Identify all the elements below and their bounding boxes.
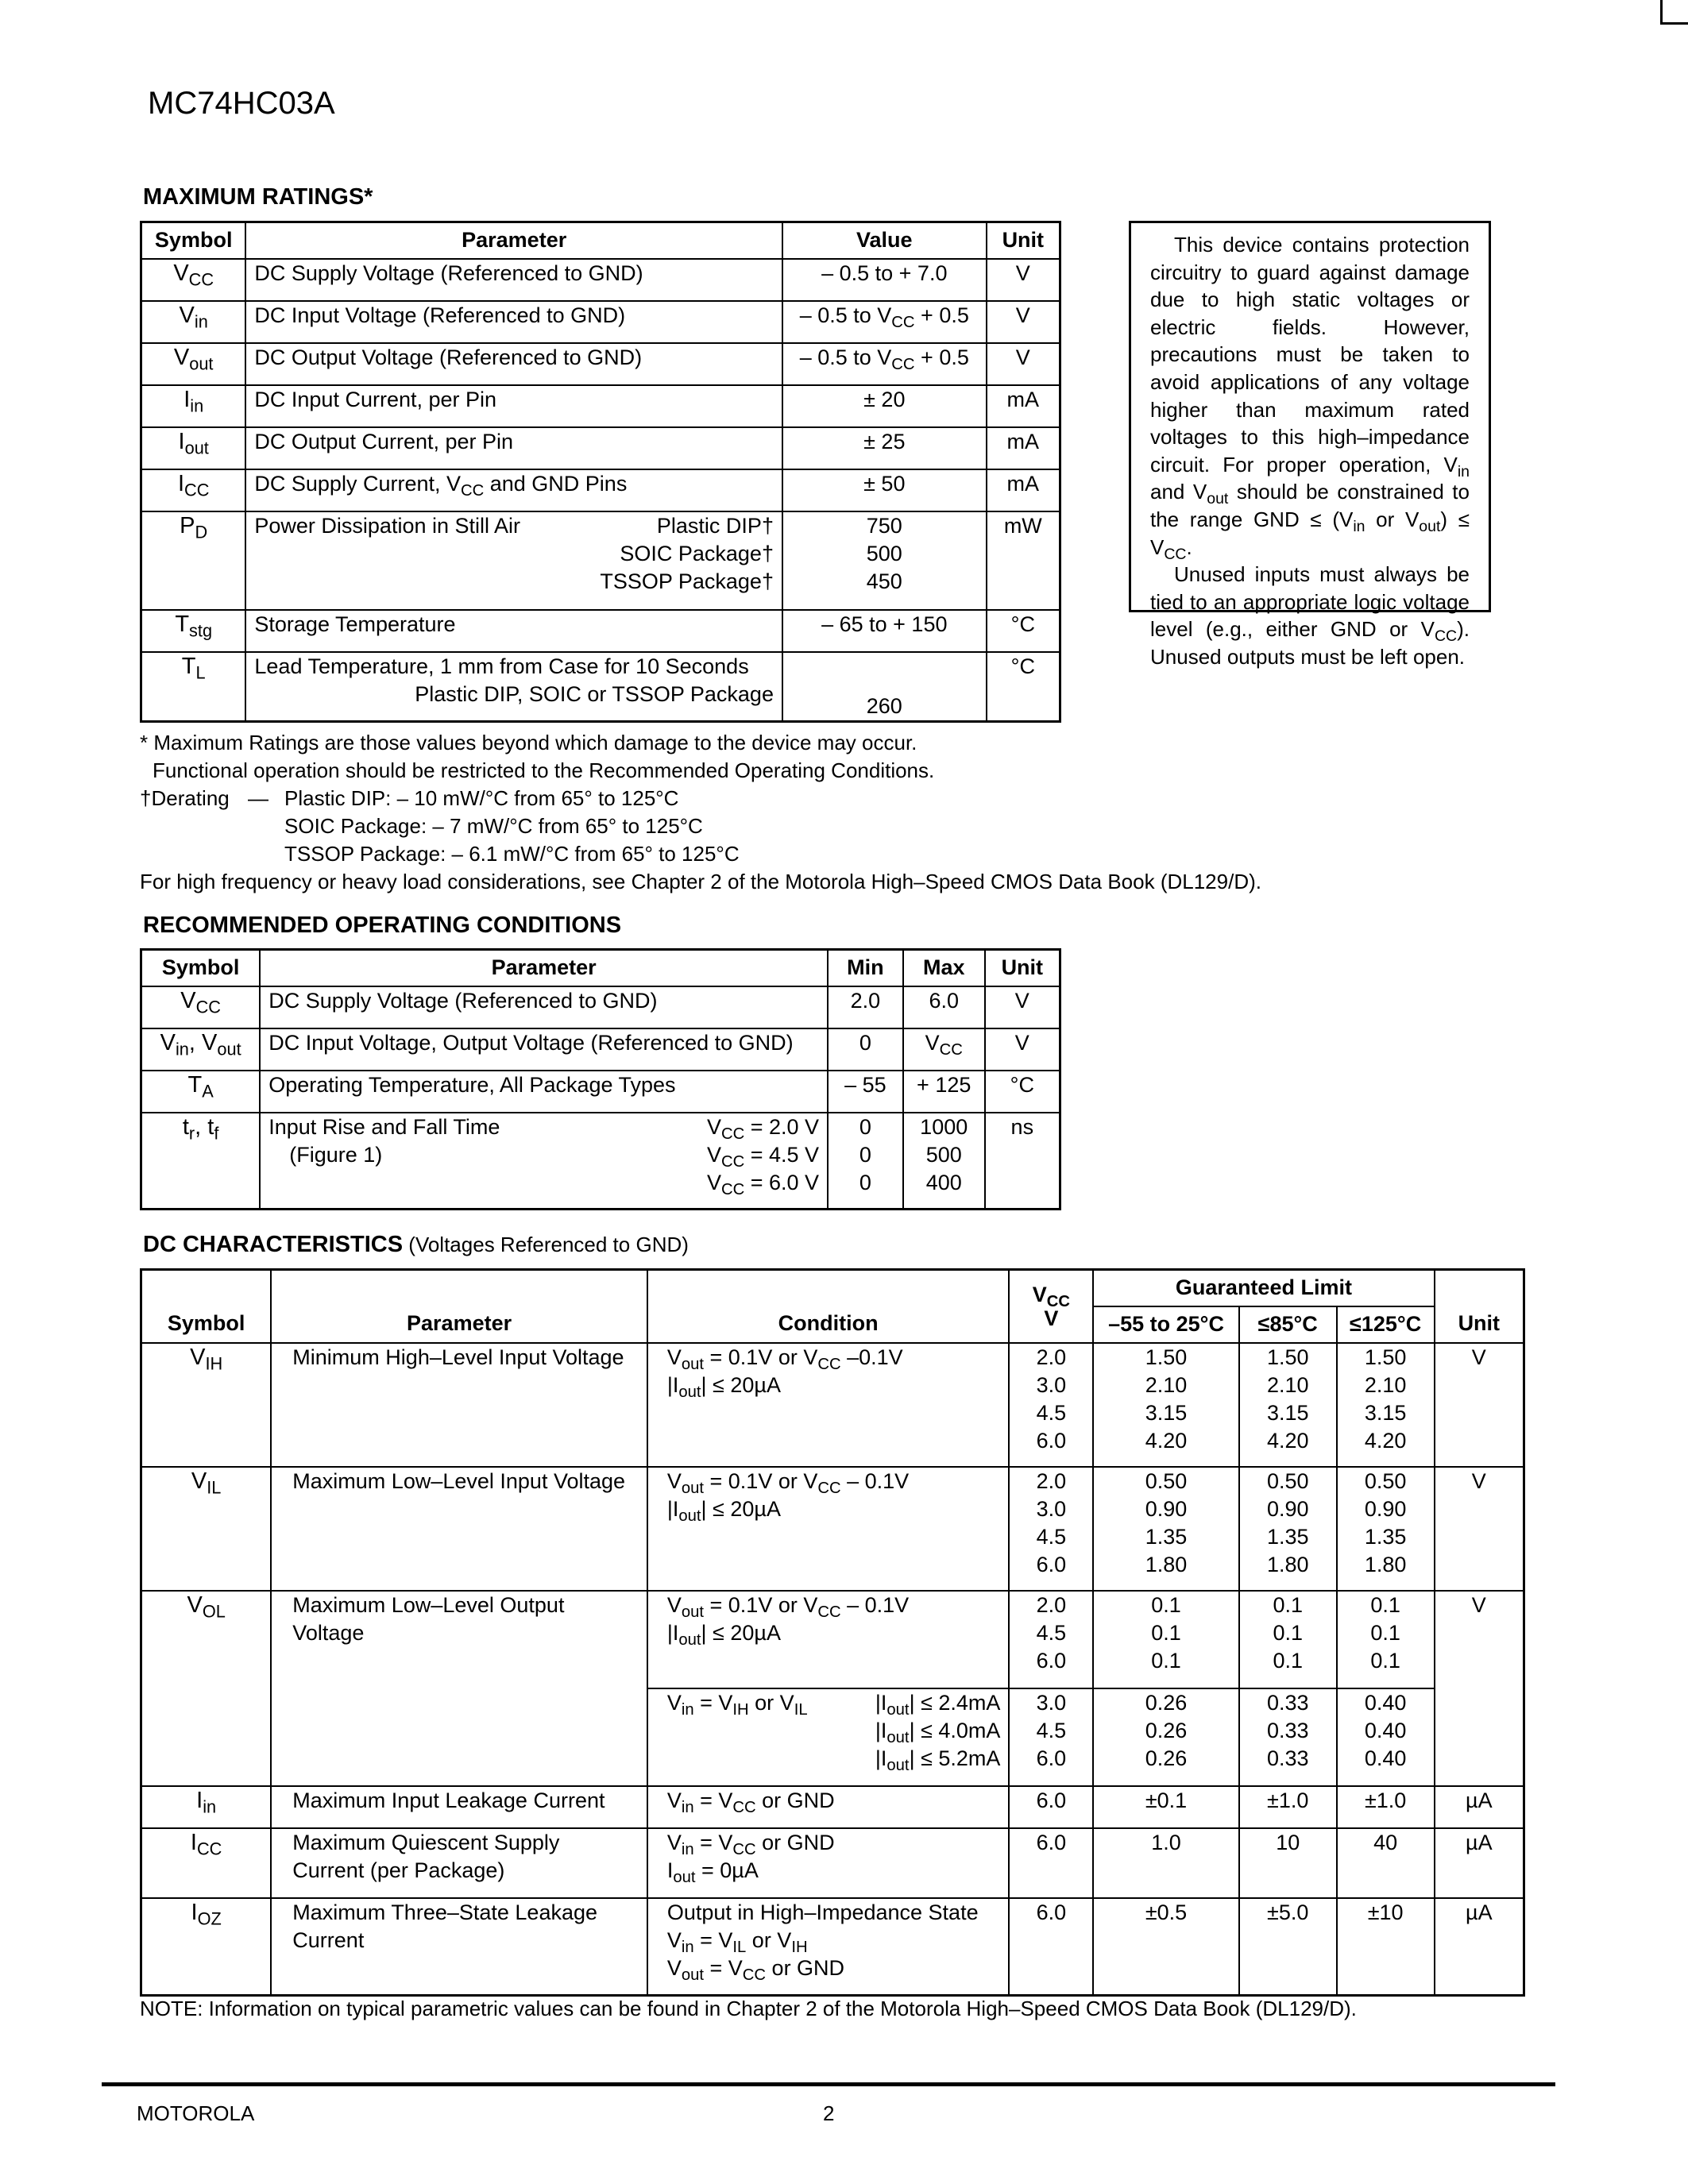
value-cell: 260 bbox=[782, 652, 987, 722]
col-header-vcc: $V_{CC}$ V bbox=[1009, 1270, 1093, 1343]
unit-cell: °C bbox=[987, 652, 1060, 722]
symbol-cell: $t_r$, $t_f$ bbox=[141, 1113, 261, 1210]
derating-line: Plastic DIP: – 10 mW/°C from 65° to 125°C bbox=[284, 786, 679, 810]
unit-cell: V bbox=[1435, 1467, 1524, 1591]
limit-25-cell: 1.0 bbox=[1093, 1828, 1239, 1898]
parameter-cell: DC Input Voltage, Output Voltage (Referenced to GND) bbox=[260, 1028, 828, 1071]
limit-125-cell: 40 bbox=[1337, 1828, 1435, 1898]
max-cell: 1000 500 400 bbox=[903, 1113, 985, 1210]
col-header-temp-125: ≤125°C bbox=[1337, 1306, 1435, 1343]
parameter-cell: DC Input Voltage (Referenced to GND) bbox=[245, 301, 782, 343]
symbol-cell: $T_A$ bbox=[141, 1071, 261, 1113]
derating-dash: — bbox=[248, 786, 268, 810]
rec-op-table bbox=[140, 948, 1061, 1210]
condition-cell: $V_{in} = V_{IH}$ or $V_{IL}$ $|I_{out}| \le 2.4mA$ $|I_{out}| \le 4.0mA$ $|I_{out}| \le 5.2mA$ bbox=[647, 1688, 1010, 1786]
symbol-cell: $I_{out}$ bbox=[141, 427, 246, 469]
unit-cell: µA bbox=[1435, 1898, 1524, 1996]
limit-125-cell: ±10 bbox=[1337, 1898, 1435, 1996]
limit-85-cell: ±5.0 bbox=[1239, 1898, 1337, 1996]
table-row bbox=[141, 610, 1060, 652]
symbol-cell: $I_{in}$ bbox=[141, 1786, 272, 1828]
table-row bbox=[141, 1591, 1524, 1688]
col-header-parameter: Parameter bbox=[260, 950, 828, 986]
parameter-cell: DC Supply Voltage (Referenced to GND) bbox=[245, 259, 782, 301]
rec-op-title: RECOMMENDED OPERATING CONDITIONS bbox=[143, 913, 622, 938]
parameter-cell: DC Supply Current, $V_{CC}$ and GND Pins bbox=[245, 469, 782, 511]
derating-line: SOIC Package: – 7 mW/°C from 65° to 125°C bbox=[284, 814, 703, 838]
symbol-cell: $V_{OL}$ bbox=[141, 1591, 272, 1786]
symbol-cell: $I_{CC}$ bbox=[141, 469, 246, 511]
limit-85-cell: 0.1 0.1 0.1 bbox=[1239, 1591, 1337, 1688]
value-cell: ± 20 bbox=[782, 385, 987, 427]
condition-cell: Output in High–Impedance State $V_{in} = V_{IL}$ or $V_{IH}$ $V_{out} = V_{CC}$ or GND bbox=[647, 1898, 1010, 1996]
limit-85-cell: 0.50 0.90 1.35 1.80 bbox=[1239, 1467, 1337, 1591]
unit-cell: mW bbox=[987, 511, 1060, 610]
corner-mark-base bbox=[1660, 22, 1688, 25]
dc-note: NOTE: Information on typical parametric values can be found in Chapter 2 of the Motorola High–Speed CMOS Data Book (DL129/D). bbox=[140, 1997, 1357, 2020]
parameter-cell: Maximum Quiescent Supply Current (per Package) bbox=[271, 1828, 647, 1898]
col-header-symbol: Symbol bbox=[141, 950, 261, 986]
parameter-cell: Maximum Input Leakage Current bbox=[271, 1786, 647, 1828]
corner-mark bbox=[1660, 0, 1663, 24]
unit-cell: mA bbox=[987, 427, 1060, 469]
col-header-max: Max bbox=[903, 950, 985, 986]
limit-125-cell: ±1.0 bbox=[1337, 1786, 1435, 1828]
min-cell: – 55 bbox=[828, 1071, 903, 1113]
min-cell: 2.0 bbox=[828, 986, 903, 1028]
symbol-cell: $V_{out}$ bbox=[141, 343, 246, 385]
table-row bbox=[141, 1343, 1524, 1467]
limit-125-cell: 1.50 2.10 3.15 4.20 bbox=[1337, 1343, 1435, 1467]
table-row bbox=[141, 1467, 1524, 1591]
symbol-cell: $V_{in}$ bbox=[141, 301, 246, 343]
unit-cell: µA bbox=[1435, 1786, 1524, 1828]
parameter-cell: Lead Temperature, 1 mm from Case for 10 Seconds Plastic DIP, SOIC or TSSOP Package bbox=[245, 652, 782, 722]
symbol-cell: $I_{in}$ bbox=[141, 385, 246, 427]
limit-125-cell: 0.1 0.1 0.1 bbox=[1337, 1591, 1435, 1688]
condition-cell: $V_{out} = 0.1V$ or $V_{CC} - 0.1V$ $|I_{out}| \le 20\mu A$ bbox=[647, 1591, 1010, 1688]
symbol-cell: $I_{CC}$ bbox=[141, 1828, 272, 1898]
condition-cell: $V_{out} = 0.1V$ or $V_{CC} - 0.1V$ $|I_{out}| \le 20\mu A$ bbox=[647, 1467, 1010, 1591]
unit-cell: ns bbox=[985, 1113, 1060, 1210]
symbol-cell: $V_{in}$, $V_{out}$ bbox=[141, 1028, 261, 1071]
col-header-parameter: Parameter bbox=[245, 222, 782, 259]
col-header-unit: Unit bbox=[1435, 1270, 1524, 1343]
vcc-cell: 2.0 4.5 6.0 bbox=[1009, 1591, 1093, 1688]
table-row bbox=[141, 652, 1060, 722]
unit-cell: V bbox=[985, 986, 1060, 1028]
table-row bbox=[141, 1028, 1060, 1071]
symbol-cell: $I_{OZ}$ bbox=[141, 1898, 272, 1996]
vcc-cell: 6.0 bbox=[1009, 1786, 1093, 1828]
min-cell: 0 bbox=[828, 1028, 903, 1071]
part-number-header: MC74HC03A bbox=[148, 86, 335, 121]
high-frequency-note: For high frequency or heavy load considerations, see Chapter 2 of the Motorola High–Speed CMOS Data Book (DL129/D). bbox=[140, 870, 1261, 893]
parameter-cell: Power Dissipation in Still Air Plastic DIP† SOIC Package† TSSOP Package† bbox=[245, 511, 782, 610]
symbol-cell: $V_{IL}$ bbox=[141, 1467, 272, 1591]
col-header-parameter: Parameter bbox=[271, 1270, 647, 1343]
table-row bbox=[141, 1113, 1060, 1210]
table-row bbox=[141, 511, 1060, 610]
symbol-cell: $T_L$ bbox=[141, 652, 246, 722]
symbol-cell: $V_{IH}$ bbox=[141, 1343, 272, 1467]
vcc-cell: 2.0 3.0 4.5 6.0 bbox=[1009, 1343, 1093, 1467]
footnote-functional: Functional operation should be restricted to the Recommended Operating Conditions. bbox=[153, 758, 935, 782]
symbol-cell: $V_{CC}$ bbox=[141, 986, 261, 1028]
table-row bbox=[141, 1071, 1060, 1113]
table-row bbox=[141, 301, 1060, 343]
vcc-cell: 6.0 bbox=[1009, 1828, 1093, 1898]
value-cell: – 0.5 to $V_{CC} + 0.5$ bbox=[782, 343, 987, 385]
table-row bbox=[141, 385, 1060, 427]
footer-rule bbox=[102, 2082, 1555, 2086]
vcc-cell: 6.0 bbox=[1009, 1898, 1093, 1996]
footer-page-number: 2 bbox=[823, 2101, 835, 2125]
max-ratings-title: MAXIMUM RATINGS* bbox=[143, 184, 373, 210]
symbol-cell: $P_D$ bbox=[141, 511, 246, 610]
col-header-value: Value bbox=[782, 222, 987, 259]
condition-cell: $V_{out} = 0.1V$ or $V_{CC}$ –0.1V $|I_{out}| \le 20\mu A$ bbox=[647, 1343, 1010, 1467]
unit-cell: V bbox=[987, 343, 1060, 385]
col-header-symbol: Symbol bbox=[141, 1270, 272, 1343]
parameter-cell: Maximum Low–Level Output Voltage bbox=[271, 1591, 647, 1786]
condition-cell: $V_{in} = V_{CC}$ or GND bbox=[647, 1786, 1010, 1828]
limit-125-cell: 0.50 0.90 1.35 1.80 bbox=[1337, 1467, 1435, 1591]
unit-cell: V bbox=[1435, 1591, 1524, 1786]
col-header-symbol: Symbol bbox=[141, 222, 246, 259]
footer-brand: MOTOROLA bbox=[137, 2101, 255, 2125]
limit-25-cell: 1.50 2.10 3.15 4.20 bbox=[1093, 1343, 1239, 1467]
unit-cell: V bbox=[987, 301, 1060, 343]
table-row bbox=[141, 343, 1060, 385]
max-cell: $V_{CC}$ bbox=[903, 1028, 985, 1071]
parameter-cell: Minimum High–Level Input Voltage bbox=[271, 1343, 647, 1467]
unused-inputs-text: Unused inputs must always be tied to an appropriate logic voltage level (e.g., either GND or $V_{CC}$). Unused outputs must be left open. bbox=[1150, 562, 1470, 669]
col-header-guaranteed-limit: Guaranteed Limit bbox=[1093, 1270, 1434, 1306]
unit-cell: µA bbox=[1435, 1828, 1524, 1898]
unit-cell: °C bbox=[985, 1071, 1060, 1113]
min-cell: 0 0 0 bbox=[828, 1113, 903, 1210]
limit-85-cell: 10 bbox=[1239, 1828, 1337, 1898]
col-header-temp-85: ≤85°C bbox=[1239, 1306, 1337, 1343]
derating-line: TSSOP Package: – 6.1 mW/°C from 65° to 125°C bbox=[284, 842, 740, 866]
parameter-cell: Input Rise and Fall Time $V_{CC} = 2.0$ V (Figure 1) $V_{CC} = 4.5$ V $V_{CC} = 6.0$ V bbox=[260, 1113, 828, 1210]
unit-cell: V bbox=[987, 259, 1060, 301]
unit-cell: mA bbox=[987, 469, 1060, 511]
table-row bbox=[141, 469, 1060, 511]
table-row bbox=[141, 259, 1060, 301]
limit-85-cell: 0.33 0.33 0.33 bbox=[1239, 1688, 1337, 1786]
unit-cell: V bbox=[985, 1028, 1060, 1071]
symbol-cell: $V_{CC}$ bbox=[141, 259, 246, 301]
parameter-cell: DC Output Current, per Pin bbox=[245, 427, 782, 469]
protection-note-box bbox=[1129, 221, 1491, 669]
vcc-cell: 2.0 3.0 4.5 6.0 bbox=[1009, 1467, 1093, 1591]
parameter-cell: Maximum Low–Level Input Voltage bbox=[271, 1467, 647, 1591]
table-row bbox=[141, 427, 1060, 469]
parameter-cell: Storage Temperature bbox=[245, 610, 782, 652]
vcc-cell: 3.0 4.5 6.0 bbox=[1009, 1688, 1093, 1786]
derating-label: †Derating bbox=[140, 786, 230, 810]
limit-25-cell: ±0.5 bbox=[1093, 1898, 1239, 1996]
col-header-unit: Unit bbox=[987, 222, 1060, 259]
symbol-cell: $T_{stg}$ bbox=[141, 610, 246, 652]
limit-25-cell: 0.1 0.1 0.1 bbox=[1093, 1591, 1239, 1688]
value-cell: ± 25 bbox=[782, 427, 987, 469]
dc-characteristics-table bbox=[140, 1268, 1525, 1997]
limit-85-cell: 1.50 2.10 3.15 4.20 bbox=[1239, 1343, 1337, 1467]
col-header-min: Min bbox=[828, 950, 903, 986]
value-cell: 750 500 450 bbox=[782, 511, 987, 610]
unit-cell: V bbox=[1435, 1343, 1524, 1467]
limit-25-cell: 0.26 0.26 0.26 bbox=[1093, 1688, 1239, 1786]
table-row bbox=[141, 986, 1060, 1028]
table-row bbox=[141, 1898, 1524, 1996]
value-cell: – 65 to + 150 bbox=[782, 610, 987, 652]
value-cell: – 0.5 to + 7.0 bbox=[782, 259, 987, 301]
parameter-cell: DC Output Voltage (Referenced to GND) bbox=[245, 343, 782, 385]
limit-25-cell: ±0.1 bbox=[1093, 1786, 1239, 1828]
unit-cell: °C bbox=[987, 610, 1060, 652]
unit-cell: mA bbox=[987, 385, 1060, 427]
max-cell: 6.0 bbox=[903, 986, 985, 1028]
table-row bbox=[141, 1786, 1524, 1828]
limit-125-cell: 0.40 0.40 0.40 bbox=[1337, 1688, 1435, 1786]
col-header-unit: Unit bbox=[985, 950, 1060, 986]
footnote-max-ratings: * Maximum Ratings are those values beyond which damage to the device may occur. bbox=[140, 731, 917, 754]
parameter-cell: Maximum Three–State Leakage Current bbox=[271, 1898, 647, 1996]
parameter-cell: DC Input Current, per Pin bbox=[245, 385, 782, 427]
max-cell: + 125 bbox=[903, 1071, 985, 1113]
limit-85-cell: ±1.0 bbox=[1239, 1786, 1337, 1828]
col-header-condition: Condition bbox=[647, 1270, 1010, 1343]
col-header-temp-25: –55 to 25°C bbox=[1093, 1306, 1239, 1343]
protection-note-text: This device contains protection circuitry to guard against damage due to high static voltages or electric fields. However, precautions must be taken to avoid applications of any voltage higher than maximum rated voltages to this high–impedance circuit. For proper operation, $V_{in}$ and $V_{out}$ should be constrained to the range GND ≤ ($V_{in}$ or $V_{out}) \le V_{CC}$. bbox=[1150, 233, 1470, 563]
max-ratings-table bbox=[140, 221, 1061, 723]
condition-cell: $V_{in} = V_{CC}$ or GND $I_{out} = 0\mu A$ bbox=[647, 1828, 1010, 1898]
table-row bbox=[141, 1828, 1524, 1898]
value-cell: ± 50 bbox=[782, 469, 987, 511]
value-cell: – 0.5 to $V_{CC} + 0.5$ bbox=[782, 301, 987, 343]
limit-25-cell: 0.50 0.90 1.35 1.80 bbox=[1093, 1467, 1239, 1591]
parameter-cell: DC Supply Voltage (Referenced to GND) bbox=[260, 986, 828, 1028]
dc-title: DC CHARACTERISTICS (Voltages Referenced to GND) bbox=[143, 1232, 689, 1257]
parameter-cell: Operating Temperature, All Package Types bbox=[260, 1071, 828, 1113]
